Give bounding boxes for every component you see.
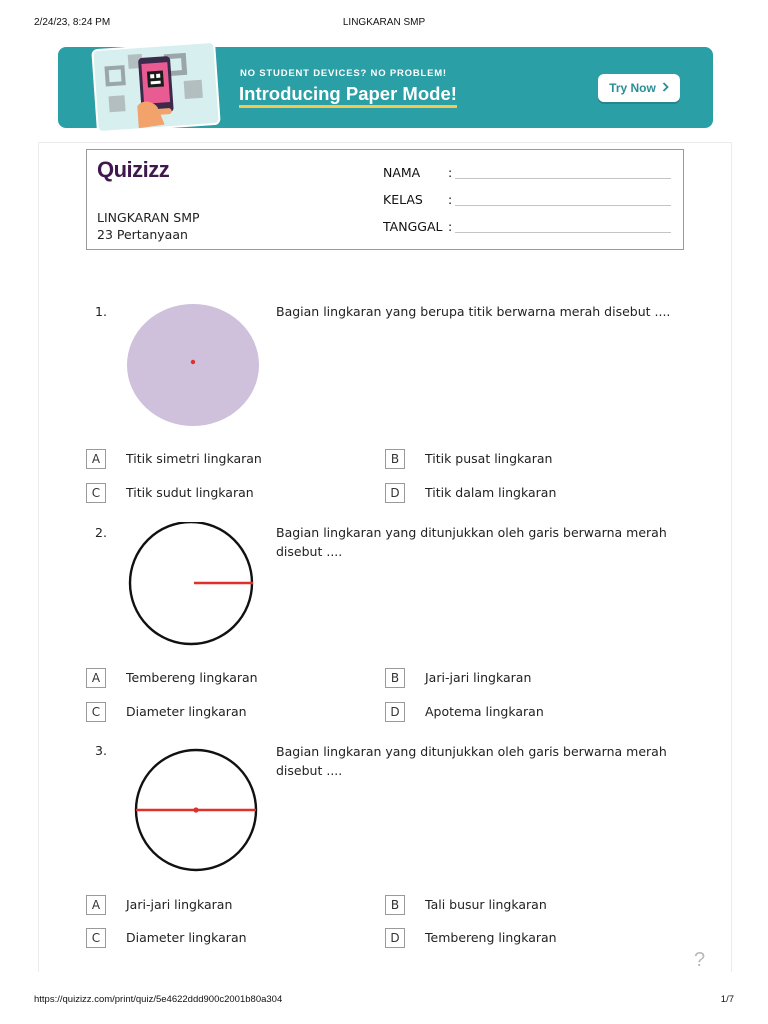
option-letter: D [385,928,405,948]
quizizz-logo: Quizizz [97,157,170,182]
print-title: LINGKARAN SMP [342,17,426,28]
print-footer [34,994,734,1008]
print-header [34,17,734,31]
option-text: Diameter lingkaran [126,704,247,719]
question-1-text: Bagian lingkaran yang berupa titik berwarna merah disebut .... [276,304,671,319]
option-text: Titik simetri lingkaran [126,451,262,466]
question-2-number: 2. [95,525,107,540]
option-letter: B [385,668,405,688]
field-label: NAMA [383,165,421,180]
circle-diameter-icon [130,748,262,878]
option-letter: C [86,928,106,948]
paper-mode-banner[interactable] [58,47,713,128]
option-letter: A [86,449,106,469]
question-3-text: Bagian lingkaran yang ditunjukkan oleh garis berwarna merah disebut .... [276,744,667,778]
option-letter: A [86,668,106,688]
try-now-button[interactable] [598,74,680,102]
field-blank-line[interactable] [455,205,671,206]
field-colon: : [448,192,453,207]
option-text: Titik dalam lingkaran [425,485,557,500]
banner-kicker: NO STUDENT DEVICES? NO PROBLEM! [240,68,447,79]
field-colon: : [448,165,453,180]
question-1-number: 1. [95,304,107,319]
field-blank-line[interactable] [455,178,671,179]
question-3-number: 3. [95,743,107,758]
banner-headline: Introducing Paper Mode! [239,83,457,108]
field-label: KELAS [383,192,423,207]
option-text: Titik pusat lingkaran [425,451,553,466]
field-colon: : [448,219,453,234]
option-text: Tali busur lingkaran [425,897,547,912]
option-text: Apotema lingkaran [425,704,544,719]
try-now-label: Try Now [609,81,656,95]
option-text: Tembereng lingkaran [425,930,557,945]
option-letter: D [385,702,405,722]
circle-radius-icon [128,522,260,652]
option-letter: D [385,483,405,503]
field-label: TANGGAL [383,219,443,234]
quiz-title: LINGKARAN SMP [97,210,200,225]
help-icon[interactable]: ? [694,949,706,971]
filled-circle-center-point-icon [126,303,262,433]
option-text: Titik sudut lingkaran [126,485,254,500]
option-text: Jari-jari lingkaran [425,670,532,685]
option-letter: C [86,483,106,503]
print-date: 2/24/23, 8:24 PM [34,17,111,28]
option-letter: A [86,895,106,915]
option-letter: B [385,449,405,469]
option-letter: B [385,895,405,915]
chevron-right-icon [662,81,669,95]
question-2-text: Bagian lingkaran yang ditunjukkan oleh garis berwarna merah disebut .... [276,525,667,559]
option-text: Jari-jari lingkaran [126,897,233,912]
phone-illustration-icon [91,41,221,133]
worksheet-header [86,149,684,250]
option-text: Tembereng lingkaran [126,670,258,685]
field-blank-line[interactable] [455,232,671,233]
option-text: Diameter lingkaran [126,930,247,945]
page-number: 1/7 [720,994,734,1005]
print-url: https://quizizz.com/print/quiz/5e4622ddd900c2001b80a304 [34,994,283,1005]
question-count: 23 Pertanyaan [97,227,188,242]
option-letter: C [86,702,106,722]
